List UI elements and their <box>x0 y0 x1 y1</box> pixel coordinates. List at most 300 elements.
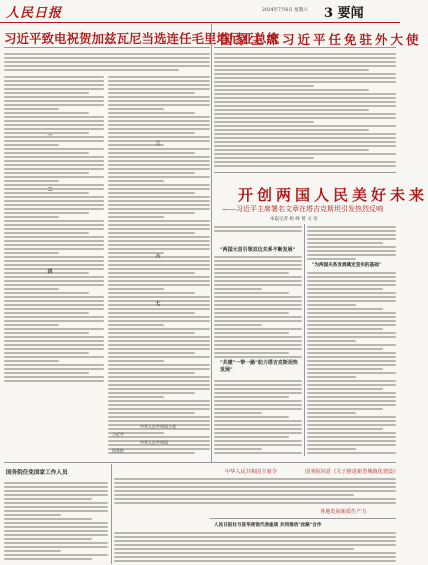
text-line <box>4 100 104 102</box>
text-line <box>4 88 104 90</box>
text-line <box>214 392 302 394</box>
text-line <box>4 156 104 158</box>
text-line <box>214 137 396 139</box>
text-line <box>4 69 179 71</box>
text-line <box>214 153 396 155</box>
text-line <box>214 129 369 131</box>
text-line <box>307 296 396 298</box>
text-line <box>214 408 302 410</box>
text-line <box>108 280 210 282</box>
text-line <box>108 260 210 262</box>
text-line <box>4 364 104 366</box>
text-line <box>307 312 396 314</box>
text-line <box>214 388 302 390</box>
text-line <box>108 276 210 278</box>
text-line <box>307 388 383 390</box>
text-line <box>307 448 356 450</box>
text-line <box>114 540 396 542</box>
text-line <box>4 486 108 488</box>
text-line <box>108 228 210 230</box>
text-line <box>4 514 61 516</box>
text-line <box>108 116 210 118</box>
text-line <box>214 436 289 438</box>
text-line <box>4 352 89 354</box>
column-divider <box>211 24 212 462</box>
text-line <box>108 288 164 290</box>
text-line <box>214 316 302 318</box>
text-line <box>4 260 104 262</box>
text-line <box>108 128 210 130</box>
text-line <box>307 280 396 282</box>
text-line <box>4 148 104 150</box>
text-line <box>108 112 195 114</box>
text-line <box>214 93 396 95</box>
column-divider <box>111 464 112 564</box>
text-line <box>214 81 396 83</box>
feature-subtitle: ——习近平主席署名文章在塔吉克斯坦引发热烈反响 <box>222 205 383 213</box>
text-line <box>214 97 396 99</box>
text-line <box>108 340 210 342</box>
text-line <box>214 440 302 442</box>
text-line <box>214 73 396 75</box>
text-line <box>108 324 164 326</box>
text-line <box>214 145 396 147</box>
text-line <box>307 276 396 278</box>
text-line <box>4 510 108 512</box>
text-line <box>214 312 289 314</box>
text-line <box>4 288 59 290</box>
text-line <box>4 542 108 544</box>
text-line <box>108 208 210 210</box>
text-line <box>108 184 210 186</box>
text-line <box>108 188 210 190</box>
text-line <box>4 92 89 94</box>
text-line <box>108 80 210 82</box>
text-line <box>108 384 210 386</box>
text-line <box>4 53 210 55</box>
text-line <box>4 324 59 326</box>
text-line <box>307 292 396 294</box>
text-line <box>214 348 302 350</box>
newspaper-logo: 人民日报 <box>6 6 63 21</box>
divider <box>210 518 396 519</box>
text-line <box>307 384 396 386</box>
text-line <box>108 96 210 98</box>
text-line <box>4 332 89 334</box>
text-line <box>108 284 210 286</box>
text-line <box>108 172 195 174</box>
box-heading: "为两国关系发展奠定坚实的基础" <box>312 263 382 268</box>
text-line <box>4 296 104 298</box>
text-line <box>108 148 210 150</box>
text-line <box>214 288 262 290</box>
text-line <box>214 125 396 127</box>
text-line <box>4 356 104 358</box>
text-line <box>114 490 396 492</box>
text-line <box>307 364 396 366</box>
text-line <box>214 268 302 270</box>
text-line <box>114 536 396 538</box>
text-line <box>307 436 396 438</box>
text-line <box>307 452 396 454</box>
text-line <box>214 57 396 59</box>
feature-headline: 开创两国人民美好未来 <box>238 186 428 204</box>
text-line <box>214 292 289 294</box>
text-line <box>214 149 369 151</box>
text-line <box>4 152 89 154</box>
text-line <box>4 344 104 346</box>
text-line <box>307 368 383 370</box>
section-mark: 二 <box>47 187 53 193</box>
text-line <box>307 272 396 274</box>
text-line <box>214 260 302 262</box>
text-line <box>4 340 104 342</box>
text-line <box>307 392 396 394</box>
text-line <box>4 160 104 162</box>
text-line <box>214 320 302 322</box>
text-line <box>108 420 210 422</box>
text-line <box>108 380 210 382</box>
text-line <box>4 124 104 126</box>
text-line <box>108 76 210 78</box>
text-line <box>214 380 302 382</box>
text-line <box>114 560 396 562</box>
text-line <box>307 250 396 252</box>
text-line <box>108 152 195 154</box>
text-line <box>108 168 210 170</box>
text-line <box>4 494 108 496</box>
text-line <box>214 328 302 330</box>
text-line <box>214 448 262 450</box>
text-line <box>4 372 89 374</box>
text-line <box>4 502 108 504</box>
text-line <box>307 336 396 338</box>
text-line <box>4 96 104 98</box>
text-line <box>4 172 89 174</box>
text-line <box>214 109 369 111</box>
feature-text <box>307 270 396 456</box>
text-line <box>4 220 104 222</box>
text-line <box>108 100 210 102</box>
text-line <box>108 164 210 166</box>
text-line <box>214 226 302 228</box>
box-heading: "两国元首引领双边关系不断发展" <box>220 247 296 253</box>
feature-byline: 本报记者 杨 峰 黄 文 帝 <box>270 217 318 222</box>
text-line <box>114 532 396 534</box>
text-line <box>4 320 104 322</box>
text-line <box>4 116 104 118</box>
text-line <box>108 320 210 322</box>
text-line <box>108 332 195 334</box>
text-line <box>108 224 210 226</box>
section-mark: 三 <box>155 141 161 147</box>
text-line <box>108 156 210 158</box>
text-line <box>4 526 108 528</box>
text-line <box>108 200 210 202</box>
text-line <box>4 176 104 178</box>
bottom-news-heading: 中华人民共和国主席令 <box>225 469 277 475</box>
text-line <box>4 336 104 338</box>
text-line <box>4 212 89 214</box>
text-line <box>4 304 104 306</box>
text-line <box>4 140 104 142</box>
text-line <box>214 101 396 103</box>
text-line <box>307 324 396 326</box>
text-line <box>214 141 396 143</box>
text-line <box>108 176 210 178</box>
feature-text <box>214 224 302 234</box>
text-line <box>108 312 195 314</box>
text-line <box>214 65 396 67</box>
text-line <box>108 296 210 298</box>
text-line <box>4 216 59 218</box>
text-line <box>108 124 210 126</box>
text-line <box>114 544 396 546</box>
text-line <box>108 412 195 414</box>
text-line <box>4 256 104 258</box>
text-line <box>4 248 104 250</box>
text-line <box>108 120 210 122</box>
bottom-news-heading: 国务院同意《关于推进新型城镇化建设》 <box>305 469 399 475</box>
text-line <box>307 234 396 236</box>
text-line <box>214 230 302 232</box>
text-line <box>4 284 104 286</box>
text-line <box>4 61 210 63</box>
text-line <box>307 416 396 418</box>
text-line <box>307 300 396 302</box>
text-line <box>4 550 61 552</box>
text-line <box>214 324 262 326</box>
left-lead-text <box>4 51 210 71</box>
text-line <box>108 272 195 274</box>
dateline: 2024年7月6日 星期六 <box>262 8 308 13</box>
text-line <box>4 538 92 540</box>
text-line <box>307 348 383 350</box>
text-line <box>108 308 210 310</box>
text-line <box>108 192 195 194</box>
text-line <box>108 292 195 294</box>
text-line <box>307 328 383 330</box>
text-line <box>307 226 396 228</box>
text-line <box>4 328 104 330</box>
text-line <box>214 332 289 334</box>
text-line <box>4 312 89 314</box>
text-line <box>4 276 104 278</box>
text-line <box>4 264 104 266</box>
text-line <box>214 113 396 115</box>
text-line <box>4 368 104 370</box>
text-line <box>307 344 396 346</box>
text-line <box>4 112 89 114</box>
text-line <box>4 530 108 532</box>
text-line <box>4 232 89 234</box>
left-column-text <box>4 74 104 384</box>
text-line <box>108 88 210 90</box>
bottom-text <box>114 476 396 506</box>
text-line <box>214 300 302 302</box>
text-line <box>108 356 210 358</box>
text-line <box>108 160 210 162</box>
text-line <box>108 352 195 354</box>
text-line <box>108 392 195 394</box>
text-line <box>307 254 396 256</box>
section-mark: 七 <box>155 301 161 307</box>
text-line <box>4 506 108 508</box>
divider <box>214 47 396 48</box>
text-line <box>4 252 59 254</box>
text-line <box>108 376 210 378</box>
text-line <box>307 288 383 290</box>
text-line <box>108 108 164 110</box>
text-line <box>4 300 104 302</box>
text-line <box>108 416 210 418</box>
signature-line: 习近平 <box>112 432 124 437</box>
signature-line: 国务院 <box>112 448 124 453</box>
text-line <box>4 348 104 350</box>
text-line <box>4 236 104 238</box>
text-line <box>108 360 164 362</box>
text-line <box>214 304 302 306</box>
text-line <box>307 412 356 414</box>
text-line <box>307 320 396 322</box>
text-line <box>108 248 210 250</box>
text-line <box>214 296 302 298</box>
text-line <box>114 482 396 484</box>
text-line <box>108 364 210 366</box>
masthead <box>0 0 400 23</box>
text-line <box>307 304 356 306</box>
text-line <box>214 61 396 63</box>
right-top-text <box>214 51 396 169</box>
divider <box>4 47 210 48</box>
text-line <box>108 264 210 266</box>
text-line <box>214 404 302 406</box>
text-line <box>4 108 59 110</box>
text-line <box>108 232 195 234</box>
text-line <box>214 157 314 159</box>
text-line <box>307 444 396 446</box>
right-headline: 国家主席习近平任免驻外大使 <box>220 32 422 47</box>
text-line <box>4 498 92 500</box>
text-line <box>214 133 396 135</box>
text-line <box>108 244 210 246</box>
text-line <box>4 65 210 67</box>
text-line <box>214 308 302 310</box>
text-line <box>4 196 104 198</box>
text-line <box>307 360 396 362</box>
text-line <box>214 396 289 398</box>
text-line <box>214 105 396 107</box>
text-line <box>4 316 104 318</box>
text-line <box>108 408 210 410</box>
text-line <box>4 144 59 146</box>
text-line <box>108 348 210 350</box>
left-headline: 习近平致电祝贺加兹瓦尼当选连任毛里塔尼亚总统 <box>4 31 280 46</box>
text-line <box>307 372 396 374</box>
text-line <box>307 230 396 232</box>
section-mark: 六 <box>155 254 161 260</box>
text-line <box>214 280 302 282</box>
text-line <box>214 284 302 286</box>
text-line <box>214 420 302 422</box>
column-divider <box>304 224 305 456</box>
text-line <box>307 428 383 430</box>
text-line <box>4 244 104 246</box>
text-line <box>307 332 396 334</box>
divider <box>214 172 396 173</box>
section-mark: 四 <box>47 269 53 275</box>
text-line <box>4 292 89 294</box>
text-line <box>214 89 369 91</box>
text-line <box>307 340 356 342</box>
text-line <box>214 412 262 414</box>
text-line <box>307 356 396 358</box>
signature-line: 中华人民共和国主席 <box>140 424 176 429</box>
text-line <box>108 220 210 222</box>
text-line <box>108 132 195 134</box>
text-line <box>108 104 210 106</box>
text-line <box>214 432 302 434</box>
text-line <box>307 246 396 248</box>
text-line <box>307 238 396 240</box>
text-line <box>214 356 302 358</box>
text-line <box>108 180 164 182</box>
text-line <box>214 384 302 386</box>
text-line <box>307 424 396 426</box>
text-line <box>214 161 396 163</box>
text-line <box>4 200 104 202</box>
text-line <box>4 168 104 170</box>
text-line <box>214 77 396 79</box>
feature-text <box>214 378 302 454</box>
signature-line: 中华人民共和国 <box>140 440 168 445</box>
text-line <box>108 400 210 402</box>
text-line <box>214 344 302 346</box>
text-line <box>108 336 210 338</box>
text-line <box>108 344 210 346</box>
text-line <box>4 57 210 59</box>
text-line <box>108 136 210 138</box>
text-line <box>4 380 104 382</box>
page-number: 3 要闻 <box>324 6 364 21</box>
text-line <box>214 424 302 426</box>
text-line <box>4 558 92 560</box>
text-line <box>4 360 59 362</box>
text-line <box>4 228 104 230</box>
text-line <box>108 328 210 330</box>
text-line <box>108 368 210 370</box>
text-line <box>214 85 314 87</box>
box-heading: "共建"一带一路"助力塔吉克斯坦快发展" <box>220 360 298 373</box>
text-line <box>4 180 59 182</box>
text-line <box>214 400 302 402</box>
text-line <box>307 380 396 382</box>
bottom-news-headline: 人民日报社与驻华使馆代表座谈 共同推动"丝路"合作 <box>214 523 322 528</box>
text-line <box>214 272 289 274</box>
text-line <box>307 308 383 310</box>
text-line <box>4 554 108 556</box>
text-line <box>4 308 104 310</box>
bottom-left-headline: 国务院任免国家工作人员 <box>6 470 68 476</box>
text-line <box>214 117 396 119</box>
text-line <box>307 420 396 422</box>
text-line <box>4 280 104 282</box>
text-line <box>114 494 354 496</box>
text-line <box>108 396 164 398</box>
text-line <box>108 372 195 374</box>
text-line <box>214 276 302 278</box>
text-line <box>214 428 302 430</box>
